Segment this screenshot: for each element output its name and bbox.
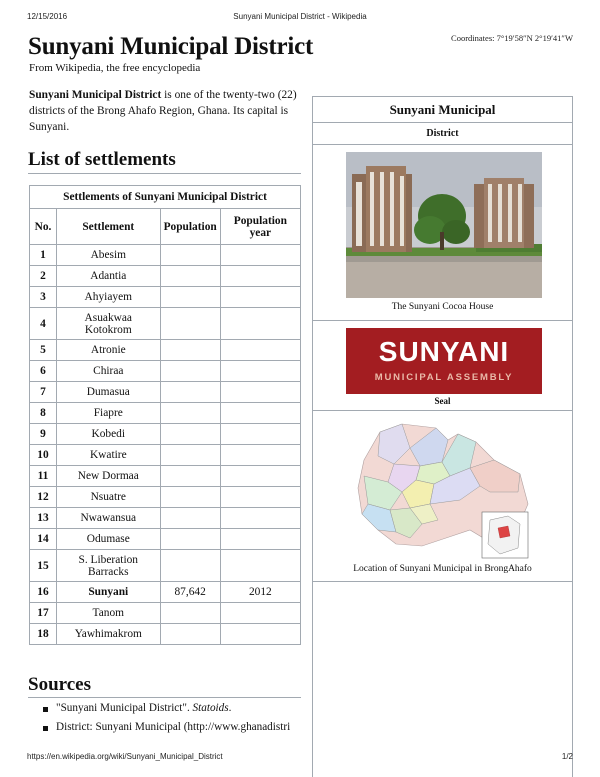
infobox-seal-row xyxy=(313,320,572,411)
settlement-name[interactable]: Ahyiayem xyxy=(57,287,161,308)
population-cell xyxy=(160,245,220,266)
footer-url[interactable]: https://en.wikipedia.org/wiki/Sunyani_Municipal_District xyxy=(27,752,223,761)
sources-heading-rule xyxy=(28,697,301,698)
coordinates: Coordinates: 7°19′58″N 2°19′41″W xyxy=(451,33,573,43)
population-cell xyxy=(160,382,220,403)
settlement-name[interactable]: Dumasua xyxy=(57,382,161,403)
infobox-bottom-rule xyxy=(313,581,572,582)
table-row xyxy=(30,582,301,603)
seal-text-sub: MUNICIPAL ASSEMBLY xyxy=(374,372,514,383)
population-year-cell: 2012 xyxy=(220,582,300,603)
source-item[interactable] xyxy=(40,721,290,740)
seal-caption: Seal xyxy=(434,396,451,406)
location-map[interactable] xyxy=(350,420,536,562)
population-cell xyxy=(160,424,220,445)
population-cell xyxy=(160,550,220,582)
population-cell xyxy=(160,508,220,529)
table-row xyxy=(30,603,301,624)
population-cell xyxy=(160,529,220,550)
table-row xyxy=(30,287,301,308)
infobox xyxy=(312,96,573,777)
row-number: 11 xyxy=(30,466,57,487)
settlement-name[interactable]: New Dormaa xyxy=(57,466,161,487)
population-cell xyxy=(160,487,220,508)
population-cell: 87,642 xyxy=(160,582,220,603)
row-number: 3 xyxy=(30,287,57,308)
infobox-subtitle-row xyxy=(313,122,572,145)
intro-paragraph xyxy=(29,87,301,135)
municipal-seal[interactable] xyxy=(346,328,542,394)
infobox-photo-row xyxy=(313,144,572,321)
settlement-name[interactable]: S. Liberation Barracks xyxy=(57,550,161,582)
population-year-cell xyxy=(220,466,300,487)
source-link[interactable]: District: Sunyani Municipal (http://www.ghanadistri xyxy=(56,721,291,733)
infobox-title-row xyxy=(313,97,572,122)
table-row xyxy=(30,340,301,361)
population-year-cell xyxy=(220,382,300,403)
settlement-name[interactable]: Abesim xyxy=(57,245,161,266)
population-year-cell xyxy=(220,424,300,445)
source-text: "Sunyani Municipal District". xyxy=(56,702,193,714)
map-caption: Location of Sunyani Municipal in BrongAhafo xyxy=(353,564,532,574)
row-number: 8 xyxy=(30,403,57,424)
settlements-heading-rule xyxy=(28,173,301,174)
settlement-name[interactable]: Nsuatre xyxy=(57,487,161,508)
bullet-icon xyxy=(43,726,48,731)
population-year-cell xyxy=(220,308,300,340)
settlement-name[interactable]: Chiraa xyxy=(57,361,161,382)
population-year-cell xyxy=(220,603,300,624)
row-number: 15 xyxy=(30,550,57,582)
table-row xyxy=(30,466,301,487)
settlement-name[interactable]: Tanom xyxy=(57,603,161,624)
settlement-name[interactable]: Odumase xyxy=(57,529,161,550)
table-row xyxy=(30,266,301,287)
population-year-cell xyxy=(220,487,300,508)
seal-text-main: SUNYANI xyxy=(378,336,510,367)
table-row xyxy=(30,529,301,550)
table-row xyxy=(30,424,301,445)
source-item[interactable] xyxy=(40,702,290,721)
row-number: 10 xyxy=(30,445,57,466)
page-subtitle: From Wikipedia, the free encyclopedia xyxy=(29,62,201,74)
settlement-name[interactable]: Kwatire xyxy=(57,445,161,466)
infobox-map-row xyxy=(313,410,572,582)
sources-heading: Sources xyxy=(28,674,91,695)
population-year-cell xyxy=(220,361,300,382)
photo-caption: The Sunyani Cocoa House xyxy=(391,302,494,312)
settlement-name[interactable]: Nwawansua xyxy=(57,508,161,529)
settlement-name[interactable]: Adantia xyxy=(57,266,161,287)
settlement-name[interactable]: Kobedi xyxy=(57,424,161,445)
print-date: 12/15/2016 xyxy=(27,12,68,21)
population-cell xyxy=(160,361,220,382)
col-header-population: Population xyxy=(160,209,220,245)
population-year-cell xyxy=(220,529,300,550)
table-row xyxy=(30,403,301,424)
population-year-cell xyxy=(220,287,300,308)
population-cell xyxy=(160,403,220,424)
settlement-name[interactable]: Asuakwaa Kotokrom xyxy=(57,308,161,340)
population-cell xyxy=(160,308,220,340)
row-number: 14 xyxy=(30,529,57,550)
settlement-name[interactable]: Atronie xyxy=(57,340,161,361)
row-number: 12 xyxy=(30,487,57,508)
row-number: 17 xyxy=(30,603,57,624)
col-header-population-year: Population year xyxy=(220,209,300,245)
source-italic: Statoids xyxy=(192,702,229,714)
infobox-subtitle: District xyxy=(426,128,459,139)
table-row xyxy=(30,550,301,582)
cocoa-house-photo[interactable] xyxy=(346,152,542,298)
row-number: 6 xyxy=(30,361,57,382)
population-year-cell xyxy=(220,508,300,529)
settlements-heading: List of settlements xyxy=(28,149,176,170)
settlements-table-body xyxy=(30,245,301,645)
footer-page: 1/2 xyxy=(561,752,573,761)
settlements-table xyxy=(29,185,301,645)
population-year-cell xyxy=(220,445,300,466)
table-row xyxy=(30,508,301,529)
infobox-title: Sunyani Municipal xyxy=(389,102,496,117)
row-number: 5 xyxy=(30,340,57,361)
row-number: 1 xyxy=(30,245,57,266)
table-row xyxy=(30,487,301,508)
row-number: 18 xyxy=(30,624,57,645)
col-header-settlement: Settlement xyxy=(57,209,161,245)
population-year-cell xyxy=(220,340,300,361)
population-cell xyxy=(160,445,220,466)
table-row xyxy=(30,445,301,466)
table-row xyxy=(30,308,301,340)
population-cell xyxy=(160,287,220,308)
population-cell xyxy=(160,603,220,624)
sources-list xyxy=(40,702,290,740)
intro-bold-term: Sunyani Municipal District xyxy=(29,89,162,101)
row-number: 13 xyxy=(30,508,57,529)
settlement-name[interactable]: Fiapre xyxy=(57,403,161,424)
row-number: 16 xyxy=(30,582,57,603)
row-number: 4 xyxy=(30,308,57,340)
table-caption: Settlements of Sunyani Municipal District xyxy=(30,186,301,209)
population-year-cell xyxy=(220,266,300,287)
population-cell xyxy=(160,466,220,487)
page-title: Sunyani Municipal District xyxy=(28,33,314,60)
table-row xyxy=(30,361,301,382)
settlement-name[interactable]: Sunyani xyxy=(57,582,161,603)
col-header-no: No. xyxy=(30,209,57,245)
source-tail: . xyxy=(228,702,232,714)
settlement-name[interactable]: Yawhimakrom xyxy=(57,624,161,645)
bullet-icon xyxy=(43,707,48,712)
row-number: 2 xyxy=(30,266,57,287)
population-year-cell xyxy=(220,624,300,645)
print-title: Sunyani Municipal District - Wikipedia xyxy=(233,12,367,21)
population-cell xyxy=(160,340,220,361)
population-cell xyxy=(160,624,220,645)
population-year-cell xyxy=(220,550,300,582)
population-year-cell xyxy=(220,403,300,424)
table-row xyxy=(30,624,301,645)
table-row xyxy=(30,245,301,266)
population-cell xyxy=(160,266,220,287)
row-number: 9 xyxy=(30,424,57,445)
population-year-cell xyxy=(220,245,300,266)
intro-text: is one of the twenty-two (22) districts of the Brong Ahafo Region, Ghana. Its capital is Sunyani. xyxy=(29,89,297,133)
row-number: 7 xyxy=(30,382,57,403)
table-row xyxy=(30,382,301,403)
